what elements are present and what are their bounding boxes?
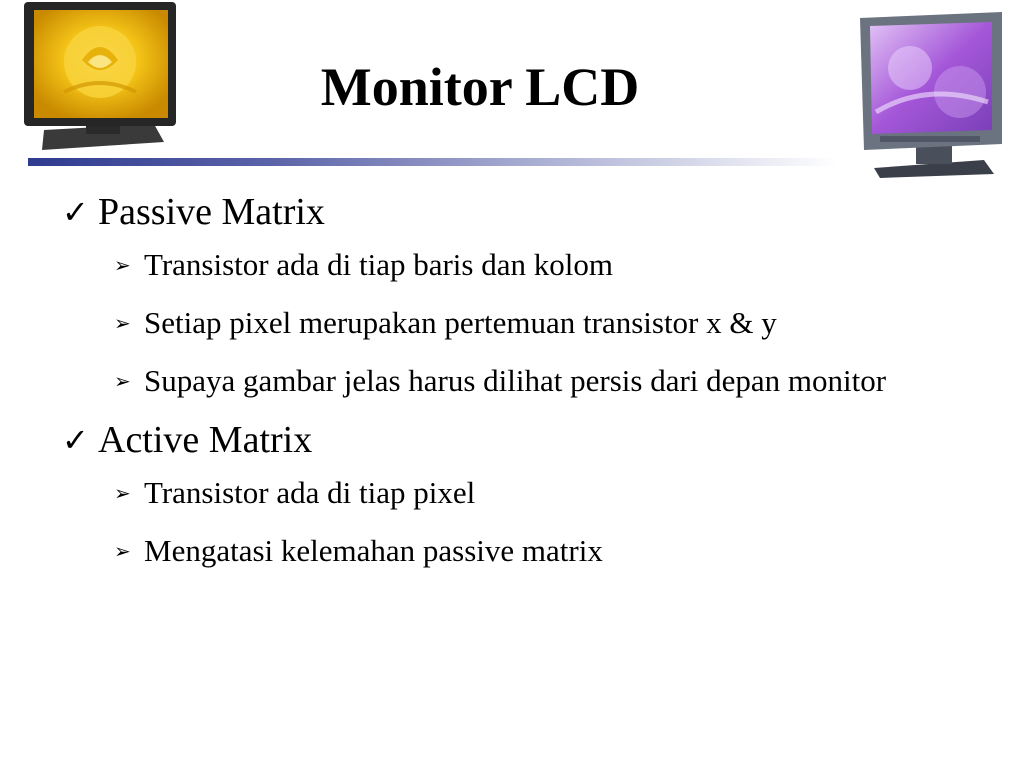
bullet-text: Setiap pixel merupakan pertemuan transistor x & y xyxy=(144,305,777,340)
monitor-purple-screen-image xyxy=(856,12,1006,180)
slide-content xyxy=(62,190,962,588)
bullet-item xyxy=(114,472,934,514)
bullet-text: Transistor ada di tiap pixel xyxy=(144,475,476,510)
section-heading-label: Passive Matrix xyxy=(98,191,325,233)
arrow-bullet-icon: ➢ xyxy=(114,311,131,335)
bullet-item xyxy=(114,530,934,572)
monitor-yellow-rose-image xyxy=(24,2,180,160)
section-heading-passive-matrix xyxy=(62,190,962,234)
checkmark-icon: ✓ xyxy=(62,193,89,231)
slide-title: Monitor LCD xyxy=(320,57,640,117)
checkmark-icon: ✓ xyxy=(62,421,89,459)
bullet-text: Transistor ada di tiap baris dan kolom xyxy=(144,247,613,282)
arrow-bullet-icon: ➢ xyxy=(114,539,131,563)
title-divider xyxy=(28,158,838,166)
arrow-bullet-icon: ➢ xyxy=(114,481,131,505)
bullet-text: Mengatasi kelemahan passive matrix xyxy=(144,533,603,568)
section-heading-label: Active Matrix xyxy=(98,419,313,461)
bullet-item xyxy=(114,360,934,402)
arrow-bullet-icon: ➢ xyxy=(114,369,131,393)
section-heading-active-matrix xyxy=(62,418,962,462)
bullet-item xyxy=(114,244,934,286)
arrow-bullet-icon: ➢ xyxy=(114,253,131,277)
bullet-text: Supaya gambar jelas harus dilihat persis dari depan monitor xyxy=(144,363,887,398)
bullet-item xyxy=(114,302,934,344)
